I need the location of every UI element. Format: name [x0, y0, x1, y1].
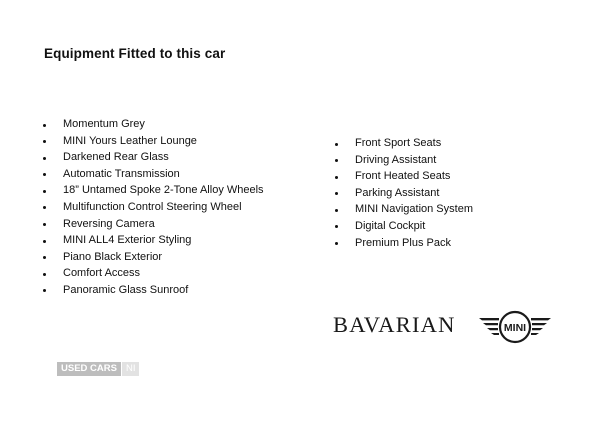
used-cars-ni-badge	[57, 362, 139, 376]
equipment-list-right	[335, 135, 473, 251]
list-item: Comfort Access	[43, 265, 264, 282]
list-item: Front Sport Seats	[335, 135, 473, 152]
list-item: Automatic Transmission	[43, 166, 264, 183]
mini-wings-icon	[477, 308, 553, 346]
list-item: Premium Plus Pack	[335, 235, 473, 252]
badge-part-ni: NI	[122, 362, 140, 376]
page-title: Equipment Fitted to this car	[44, 46, 226, 61]
list-item: Parking Assistant	[335, 185, 473, 202]
list-item: Darkened Rear Glass	[43, 149, 264, 166]
dealer-name: BAVARIAN	[333, 312, 456, 337]
list-item: Momentum Grey	[43, 116, 264, 133]
list-item: MINI Yours Leather Lounge	[43, 133, 264, 150]
equipment-list-left	[43, 116, 264, 299]
list-item: 18” Untamed Spoke 2-Tone Alloy Wheels	[43, 182, 264, 199]
list-item: MINI ALL4 Exterior Styling	[43, 232, 264, 249]
list-item: Driving Assistant	[335, 152, 473, 169]
list-item: Panoramic Glass Sunroof	[43, 282, 264, 299]
list-item: Piano Black Exterior	[43, 249, 264, 266]
list-item: MINI Navigation System	[335, 201, 473, 218]
list-item: Front Heated Seats	[335, 168, 473, 185]
list-item: Reversing Camera	[43, 216, 264, 233]
badge-part-used-cars: USED CARS	[57, 362, 121, 376]
list-item: Digital Cockpit	[335, 218, 473, 235]
list-item: Multifunction Control Steering Wheel	[43, 199, 264, 216]
mini-logo-text: MINI	[503, 322, 527, 334]
